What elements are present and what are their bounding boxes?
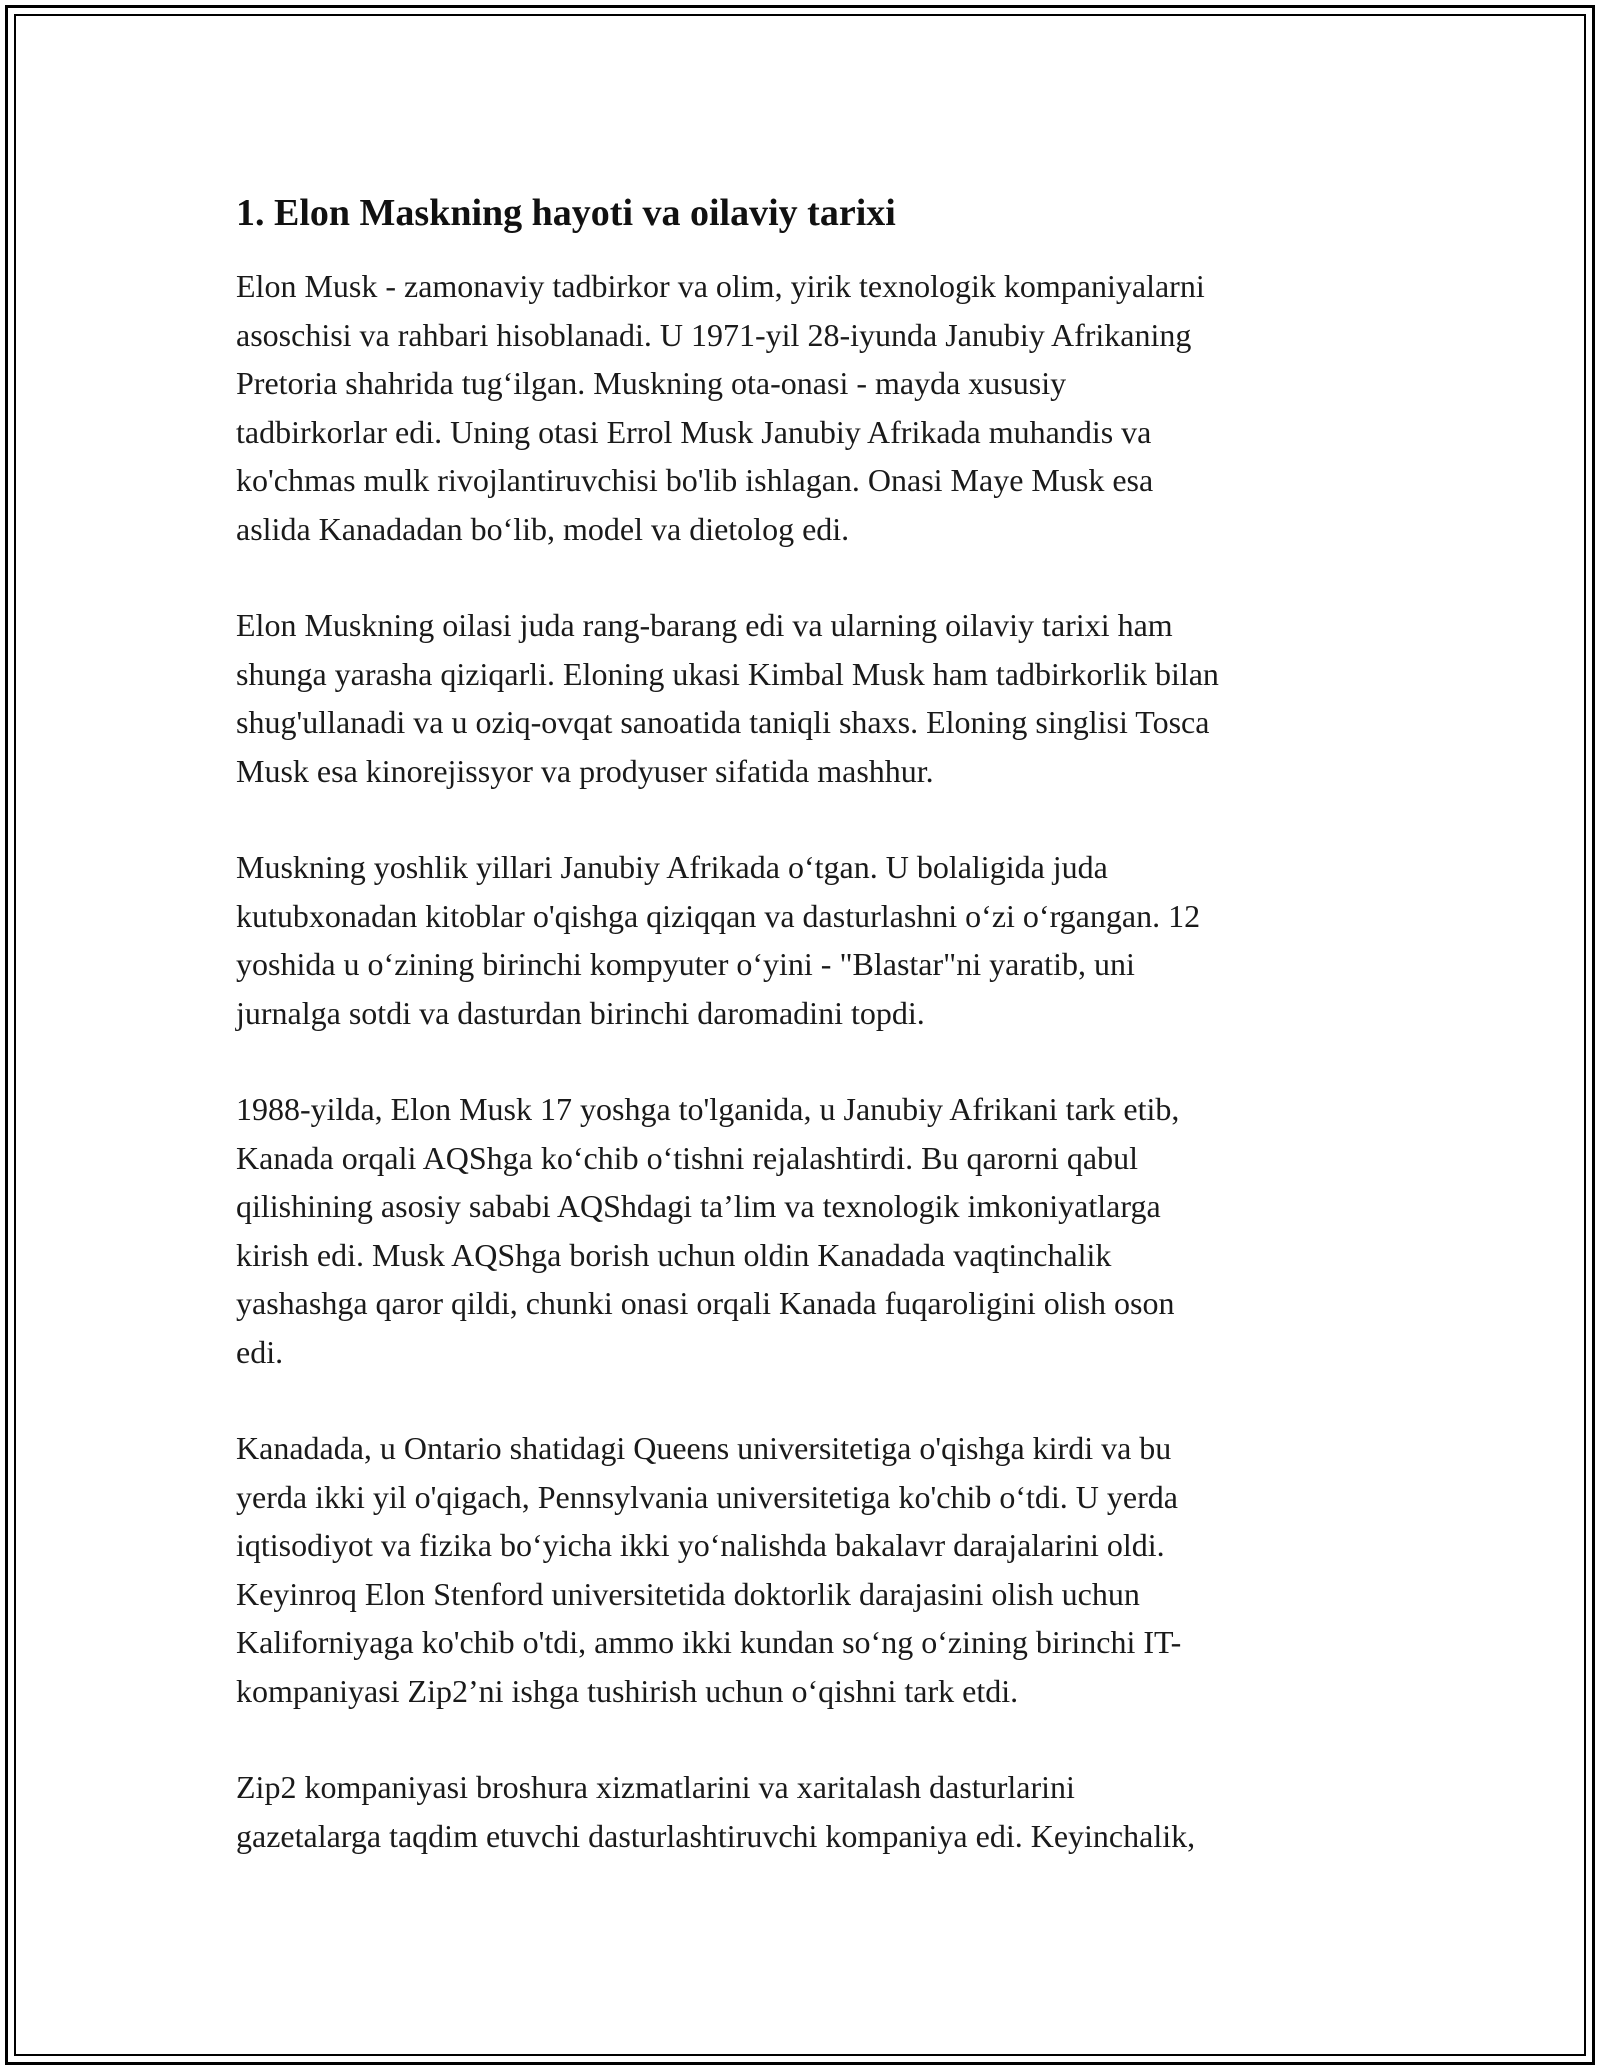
paragraph-line: edi. — [236, 1333, 284, 1370]
paragraph-line: kompaniyasi Zip2’ni ishga tushirish uchun o‘qishni tark etdi. — [236, 1672, 1019, 1709]
paragraph-line: shug'ullanadi va u oziq-ovqat sanoatida taniqli shaxs. Eloning singlisi Tosca — [236, 704, 1210, 740]
paragraph-line: Musk esa kinorejissyor va prodyuser sifatida mashhur. — [236, 752, 934, 789]
paragraph-line: Zip2 kompaniyasi broshura xizmatlarini va xaritalash dasturlarini — [236, 1769, 1075, 1805]
paragraph — [236, 843, 1366, 1037]
section-heading: 1. Elon Maskning hayoti va oilaviy tarixi — [236, 192, 896, 234]
paragraph-line: Pretoria shahrida tug‘ilgan. Muskning ota-onasi - mayda xususiy — [236, 365, 1067, 401]
paragraph-line: yerda ikki yil o'qigach, Pennsylvania universitetiga ko'chib o‘tdi. U yerda — [236, 1478, 1178, 1515]
paragraph-line: Kaliforniyaga ko'chib o'tdi, ammo ikki kundan so‘ng o‘zining birinchi IT- — [236, 1624, 1182, 1660]
paragraph-line: Keyinroq Elon Stenford universitetida doktorlik darajasini olish uchun — [236, 1575, 1140, 1612]
paragraph-line: asoschisi va rahbari hisoblanadi. U 1971-yil 28-iyunda Janubiy Afrikaning — [236, 316, 1192, 353]
paragraph-line: tadbirkorlar edi. Uning otasi Errol Musk Janubiy Afrikada muhandis va — [236, 413, 1152, 450]
paragraph-line: Muskning yoshlik yillari Janubiy Afrikada o‘tgan. U bolaligida juda — [236, 849, 1108, 885]
paragraph-line: qilishining asosiy sababi AQShdagi ta’lim va texnologik imkoniyatlarga — [236, 1188, 1161, 1224]
paragraph-line: 1988-yilda, Elon Musk 17 yoshga to'lganida, u Janubiy Afrikani tark etib, — [236, 1091, 1180, 1127]
paragraph-line: Kanada orqali AQShga ko‘chib o‘tishni rejalashtirdi. Bu qarorni qabul — [236, 1139, 1139, 1176]
document-body — [236, 186, 1366, 1908]
paragraph-line: Elon Musk - zamonaviy tadbirkor va olim, yirik texnologik kompaniyalarni — [236, 268, 1205, 304]
paragraph — [236, 1424, 1366, 1715]
paragraph-line: Elon Muskning oilasi juda rang-barang edi va ularning oilaviy tarixi ham — [236, 607, 1173, 643]
paragraph-line: yashashga qaror qildi, chunki onasi orqali Kanada fuqaroligini olish oson — [236, 1285, 1175, 1321]
paragraph-line: ko'chmas mulk rivojlantiruvchisi bo'lib ishlagan. Onasi Maye Musk esa — [236, 462, 1154, 498]
paragraph-line: kirish edi. Musk AQShga borish uchun oldin Kanadada vaqtinchalik — [236, 1236, 1112, 1273]
paragraph — [236, 262, 1366, 553]
paragraph — [236, 1085, 1366, 1376]
paragraph — [236, 601, 1366, 795]
paragraph-container — [236, 262, 1366, 1860]
paragraph-line: shunga yarasha qiziqarli. Eloning ukasi Kimbal Musk ham tadbirkorlik bilan — [236, 655, 1219, 692]
paragraph-line: iqtisodiyot va fizika bo‘yicha ikki yo‘nalishda bakalavr darajalarini oldi. — [236, 1527, 1165, 1563]
paragraph — [236, 1763, 1366, 1860]
paragraph-line: gazetalarga taqdim etuvchi dasturlashtiruvchi kompaniya edi. Keyinchalik, — [236, 1817, 1196, 1854]
paragraph-line: yoshida u o‘zining birinchi kompyuter o‘yini - "Blastar"ni yaratib, uni — [236, 946, 1135, 982]
paragraph-line: Kanadada, u Ontario shatidagi Queens universitetiga o'qishga kirdi va bu — [236, 1430, 1172, 1466]
paragraph-line: jurnalga sotdi va dasturdan birinchi daromadini topdi. — [236, 994, 925, 1031]
paragraph-line: aslida Kanadadan bo‘lib, model va dietolog edi. — [236, 510, 850, 547]
paragraph-line: kutubxonadan kitoblar o'qishga qiziqqan va dasturlashni o‘zi o‘rgangan. 12 — [236, 897, 1201, 934]
